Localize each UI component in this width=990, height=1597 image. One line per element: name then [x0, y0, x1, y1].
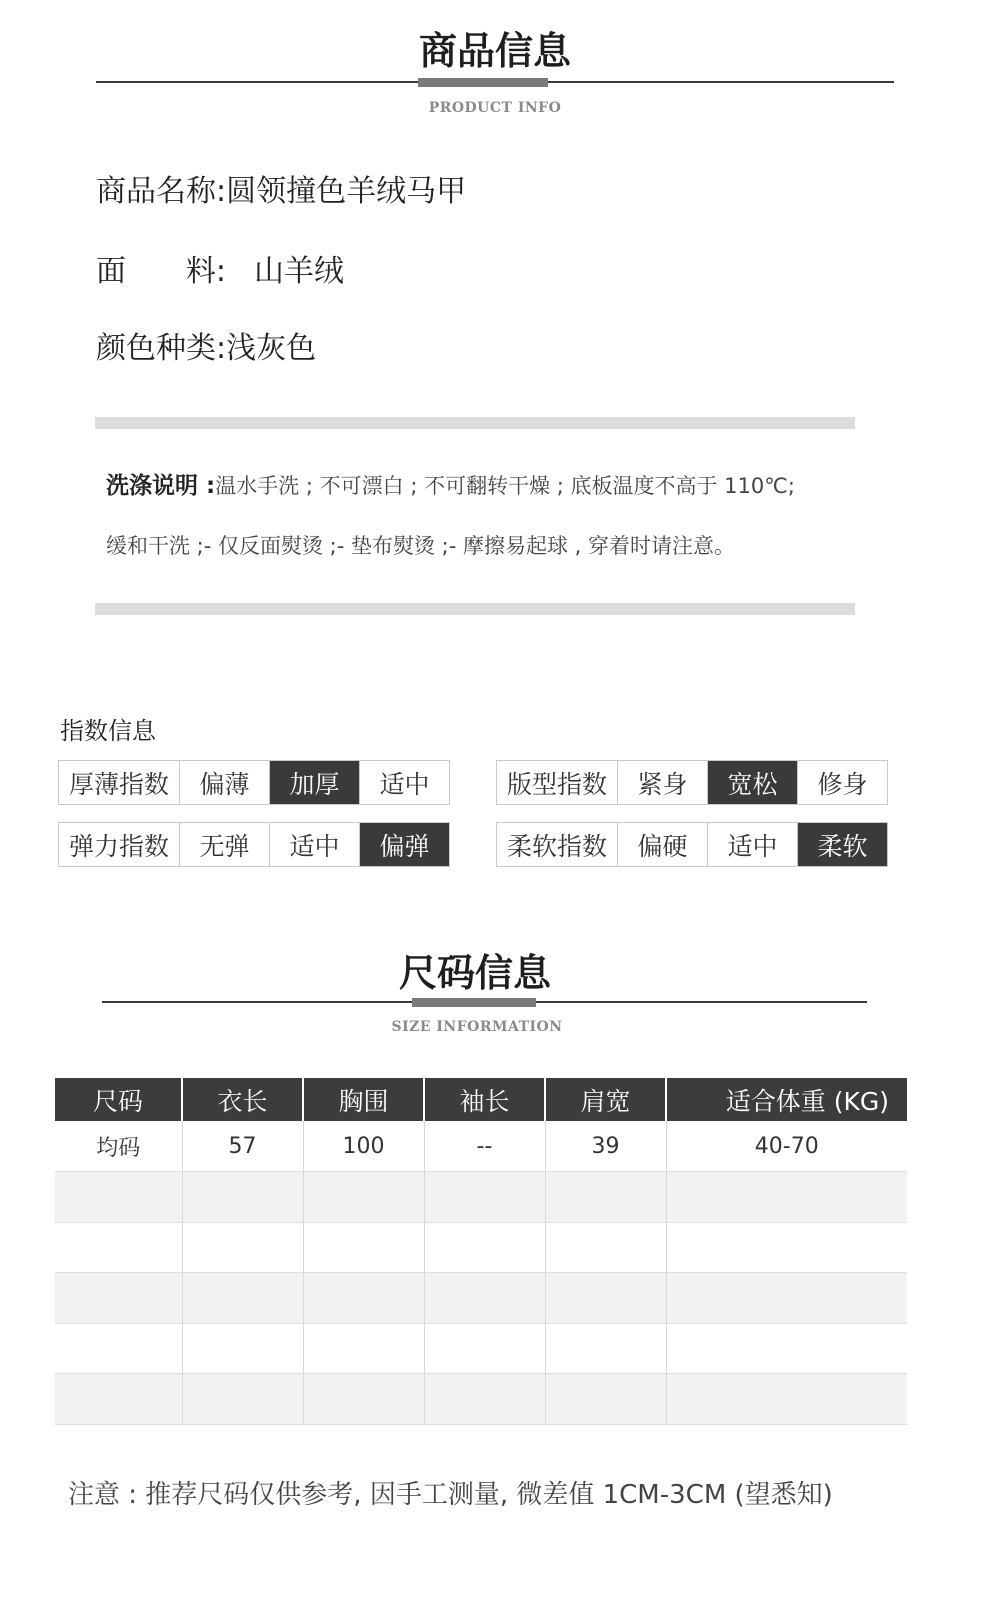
elasticity-option-none: 无弹: [179, 823, 269, 866]
size-info-subtitle: SIZE INFORMATION: [391, 1019, 563, 1035]
table-cell: [303, 1323, 424, 1374]
table-cell: [545, 1273, 666, 1324]
size-info-title: 尺码信息: [398, 951, 551, 995]
table-cell: [666, 1222, 907, 1273]
table-row: [55, 1222, 907, 1273]
softness-option-medium: 适中: [707, 823, 797, 866]
fit-option-loose: 宽松: [707, 761, 797, 804]
table-cell: [182, 1374, 303, 1425]
table-cell: [424, 1273, 545, 1324]
product-info-title: 商品信息: [418, 29, 571, 73]
table-row: [55, 1172, 907, 1223]
thickness-option-thin: 偏薄: [179, 761, 269, 804]
table-cell: 39: [545, 1121, 666, 1172]
table-cell: [303, 1273, 424, 1324]
column-header-shoulder: 肩宽: [545, 1078, 666, 1121]
color-row: [96, 323, 316, 367]
table-cell: [666, 1323, 907, 1374]
table-cell: [424, 1172, 545, 1223]
table-cell: [545, 1323, 666, 1374]
color-label: 颜色种类:: [96, 331, 227, 366]
table-row: [55, 1121, 907, 1172]
table-cell: [55, 1323, 182, 1374]
care-text-1: 温水手洗 ; 不可漂白 ; 不可翻转干燥 ; 底板温度不高于 110℃;: [215, 474, 795, 498]
column-header-size: 尺码: [55, 1078, 182, 1121]
table-cell: [182, 1222, 303, 1273]
table-cell: 均码: [55, 1121, 182, 1172]
table-row: [55, 1323, 907, 1374]
thickness-index-label: 厚薄指数: [68, 769, 169, 799]
table-row: [55, 1273, 907, 1324]
table-cell: [182, 1273, 303, 1324]
thickness-option-medium: 适中: [359, 761, 449, 804]
table-cell: 57: [182, 1121, 303, 1172]
size-table: [55, 1078, 907, 1425]
elasticity-index-label: 弹力指数: [68, 831, 169, 861]
table-cell: [545, 1374, 666, 1425]
column-header-length: 衣长: [182, 1078, 303, 1121]
material-label: 面 料:: [96, 254, 226, 289]
elasticity-option-medium: 适中: [269, 823, 359, 866]
table-cell: [55, 1374, 182, 1425]
table-cell: [303, 1172, 424, 1223]
table-cell: [666, 1374, 907, 1425]
table-cell: 40-70: [666, 1121, 907, 1172]
elasticity-index: [58, 822, 450, 867]
care-label: 洗涤说明 :: [106, 473, 216, 499]
softness-option-soft: 柔软: [797, 823, 887, 866]
fit-index: [496, 760, 888, 805]
table-cell: --: [424, 1121, 545, 1172]
index-heading: 指数信息: [60, 717, 156, 745]
softness-index-label: 柔软指数: [506, 831, 607, 861]
care-line-1: [106, 467, 795, 500]
size-note: 注意 : 推荐尺码仅供参考, 因手工测量, 微差值 1CM-3CM (望悉知): [68, 1480, 833, 1510]
softness-index: [496, 822, 888, 867]
table-cell: [303, 1222, 424, 1273]
table-cell: [182, 1172, 303, 1223]
table-cell: [545, 1222, 666, 1273]
table-cell: [55, 1222, 182, 1273]
material-value: 山羊绒: [254, 254, 344, 289]
table-cell: [424, 1323, 545, 1374]
table-cell: [424, 1374, 545, 1425]
table-cell: [55, 1273, 182, 1324]
table-cell: [182, 1323, 303, 1374]
product-info-subtitle: PRODUCT INFO: [428, 100, 562, 116]
size-info-divider-accent: [412, 998, 536, 1007]
product-name-row: [96, 166, 466, 210]
table-row: [55, 1374, 907, 1425]
care-bottom-bar: [95, 603, 855, 615]
product-name-value: 圆领撞色羊绒马甲: [226, 174, 467, 209]
table-cell: 100: [303, 1121, 424, 1172]
product-name-label: 商品名称:: [96, 174, 227, 209]
table-cell: [55, 1172, 182, 1223]
column-header-sleeve: 袖长: [424, 1078, 545, 1121]
care-line-2: 缓和干洗 ;- 仅反面熨烫 ;- 垫布熨烫 ;- 摩擦易起球 , 穿着时请注意。: [106, 534, 736, 558]
product-info-divider-accent: [418, 78, 548, 87]
table-cell: [424, 1222, 545, 1273]
size-table-header: [55, 1078, 907, 1121]
fit-option-tight: 紧身: [617, 761, 707, 804]
elasticity-option-stretchy: 偏弹: [359, 823, 449, 866]
softness-option-hard: 偏硬: [617, 823, 707, 866]
fit-index-label: 版型指数: [506, 769, 607, 799]
material-row: [96, 246, 344, 290]
table-cell: [303, 1374, 424, 1425]
thickness-index: [58, 760, 450, 805]
column-header-weight: 适合体重 (KG): [666, 1078, 907, 1121]
table-cell: [666, 1273, 907, 1324]
table-cell: [666, 1172, 907, 1223]
color-value: 浅灰色: [226, 331, 317, 366]
table-cell: [545, 1172, 666, 1223]
column-header-chest: 胸围: [303, 1078, 424, 1121]
fit-option-slim: 修身: [797, 761, 887, 804]
thickness-option-thick: 加厚: [269, 761, 359, 804]
care-top-bar: [95, 417, 855, 429]
